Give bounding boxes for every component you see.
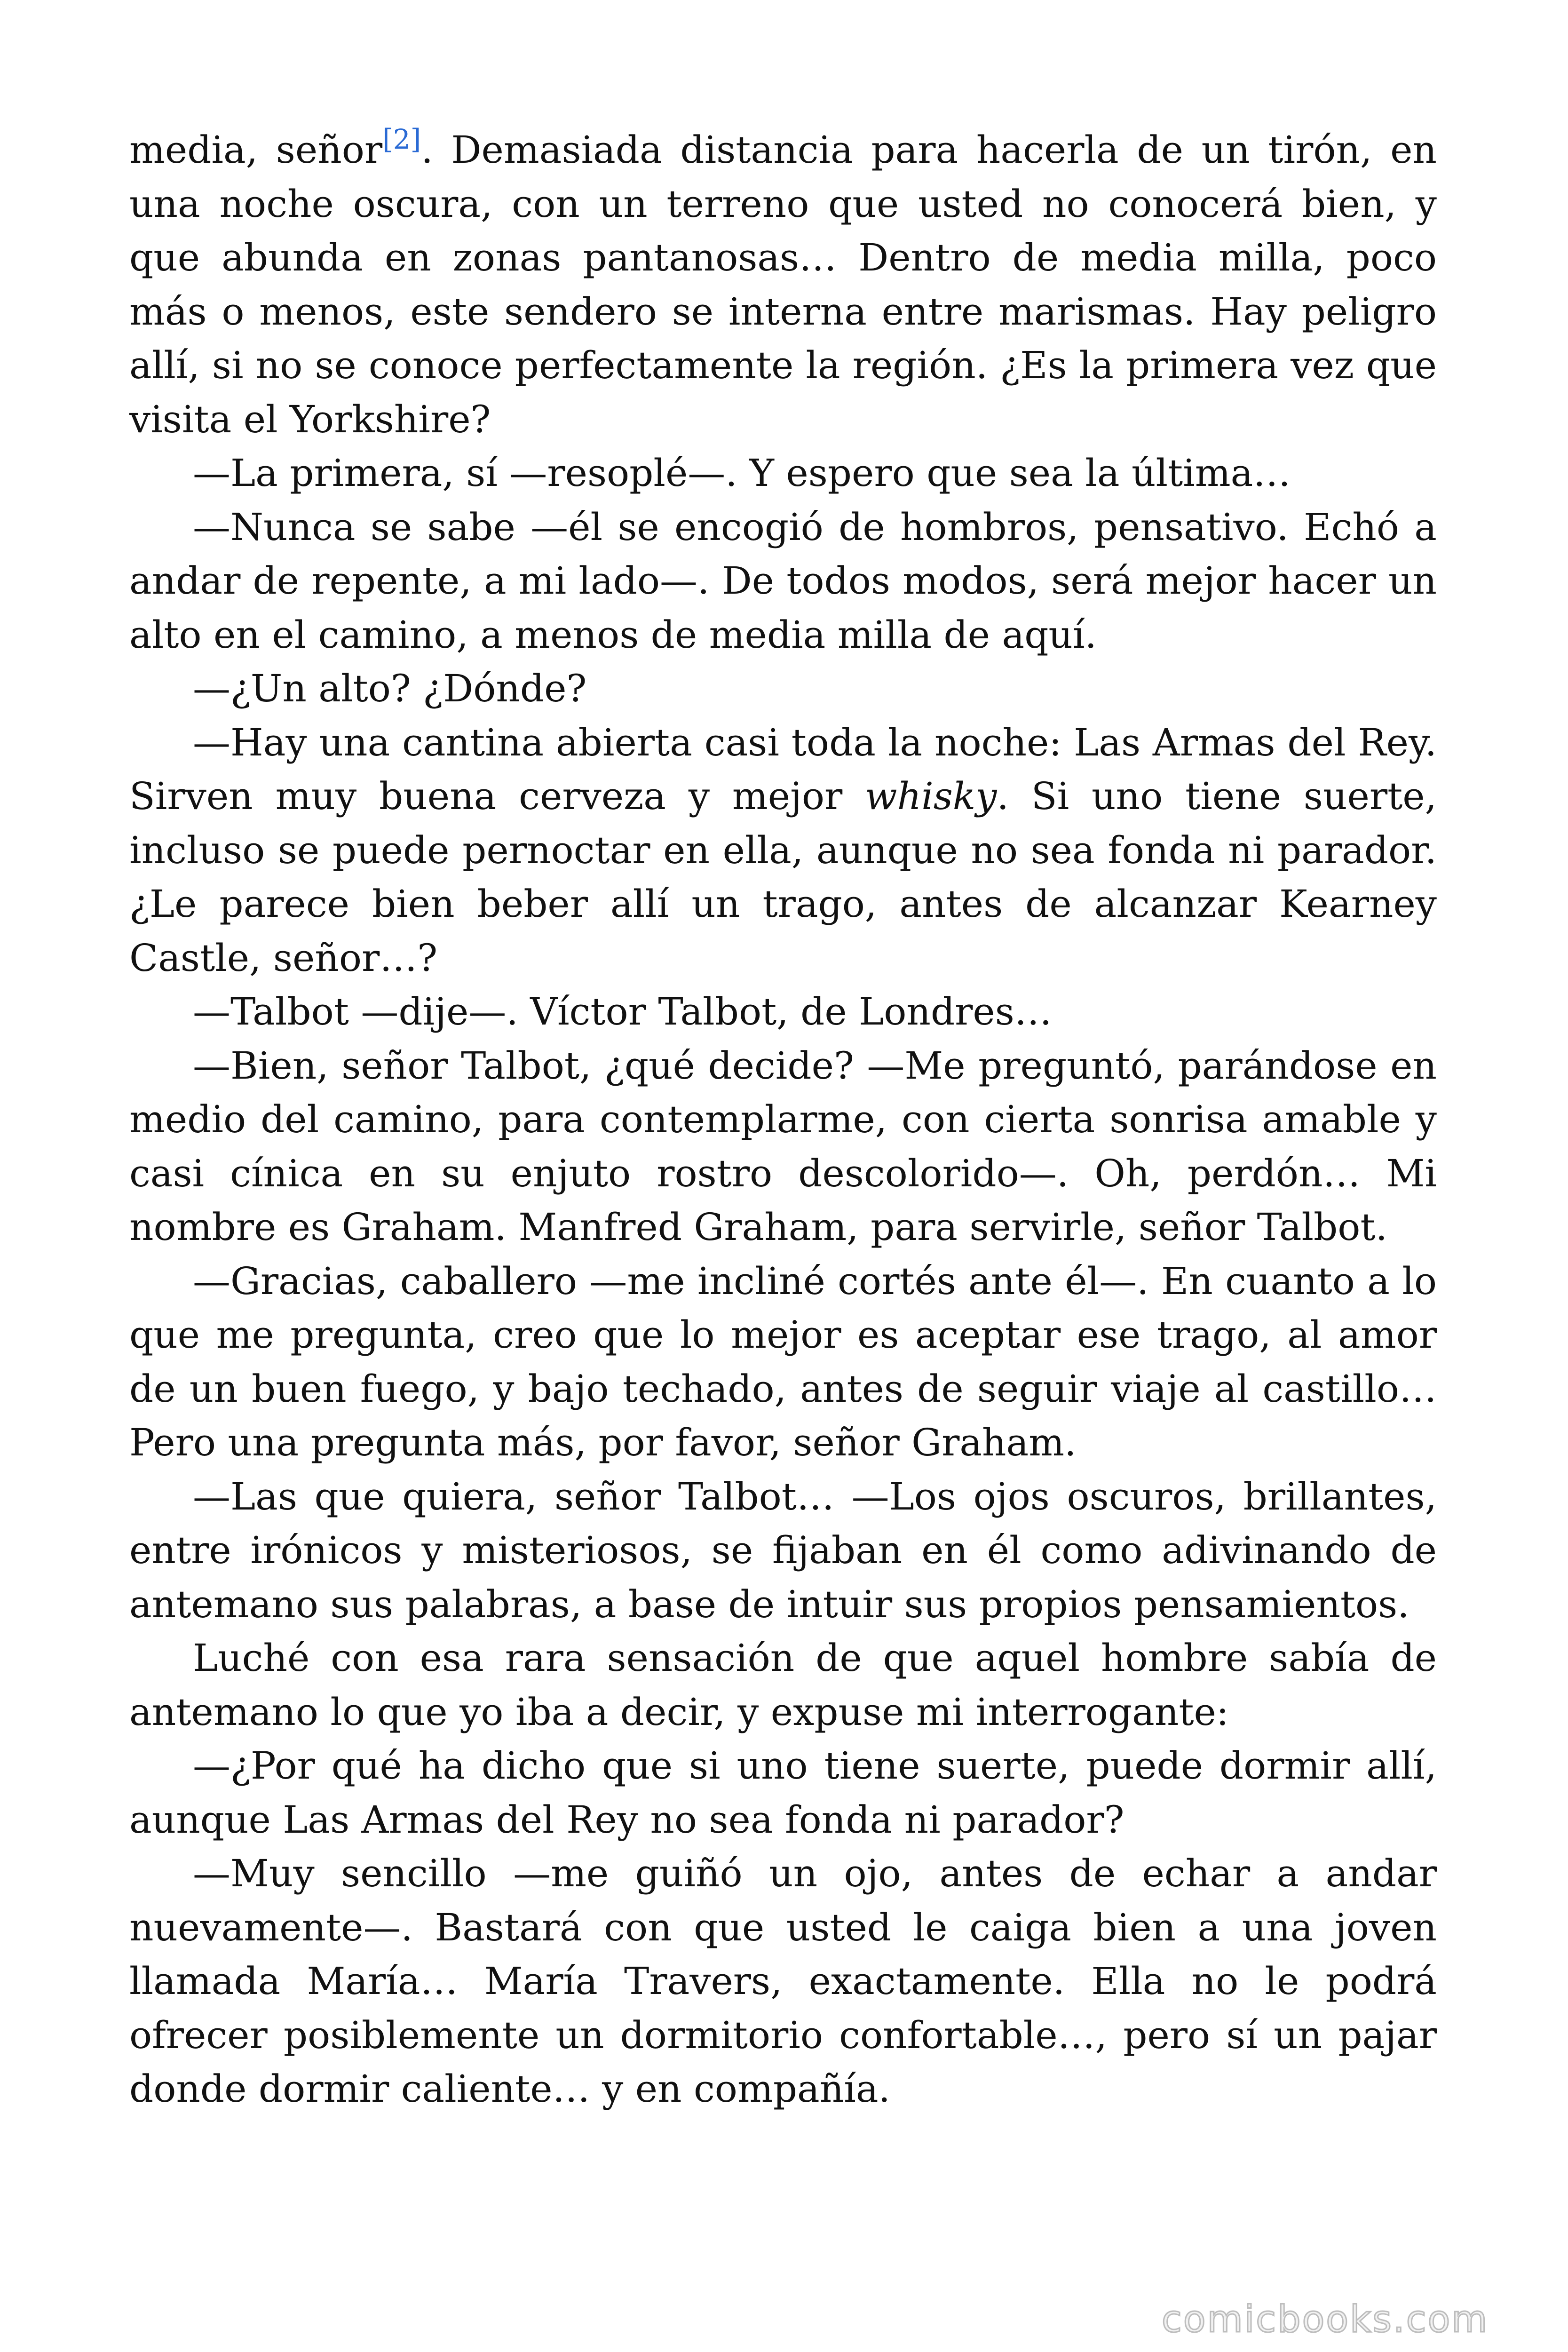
paragraph-10: Luché con esa rara sensación de que aquel hombre sabía de antemano lo que yo iba a decir, y expuse mi interrogante: [129,1636,1437,1734]
paragraph-6: —Talbot —dije—. Víctor Talbot, de Londres… [193,990,1052,1033]
page-body [129,123,1437,2116]
footnote-ref-2[interactable]: [2] [382,123,421,155]
paragraph-1-text-before: media, señor [129,128,383,172]
paragraph-5 [129,716,1437,985]
paragraph-5-text-before: —Hay una cantina abierta casi toda la noche: Las Armas del Rey. Sirven muy buena cerveza y mejor [129,720,1437,818]
italic-word: whisky [865,774,997,818]
paragraph-5-text-after: . Si uno tiene suerte, incluso se puede pernoctar en ella, aunque no sea fonda ni parador. ¿Le parece bien beber allí un trago, antes de alcanzar Kearney Castle, señor…? [129,774,1437,980]
paragraph-9: —Las que quiera, señor Talbot… —Los ojos oscuros, brillantes, entre irónicos y misteriosos, se fijaban en él como adivinando de antemano sus palabras, a base de intuir sus propios pensamientos. [129,1474,1437,1626]
paragraph-2: —La primera, sí —resoplé—. Y espero que sea la última… [193,451,1291,495]
paragraph-8: —Gracias, caballero —me incliné cortés ante él—. En cuanto a lo que me pregunta, creo que lo mejor es aceptar ese trago, al amor de un buen fuego, y bajo techado, antes de seguir viaje al castillo… Pero una pregunta más, por favor, señor Graham. [129,1259,1437,1464]
paragraph-1-text-after: . Demasiada distancia para hacerla de un tirón, en una noche oscura, con un terreno que usted no conocerá bien, y que abunda en zonas pantanosas… Dentro de media milla, poco más o menos, este sendero se interna entre marismas. Hay peligro allí, si no se conoce perfectamente la región. ¿Es la primera vez que visita el Yorkshire? [129,128,1437,441]
paragraph-11: —¿Por qué ha dicho que si uno tiene suerte, puede dormir allí, aunque Las Armas del Rey no sea fonda ni parador? [129,1744,1437,1842]
paragraph-1 [129,123,1437,446]
paragraph-4: —¿Un alto? ¿Dónde? [193,667,587,710]
paragraph-7: —Bien, señor Talbot, ¿qué decide? —Me preguntó, parándose en medio del camino, para contemplarme, con cierta sonrisa amable y casi cínica en su enjuto rostro descolorido—. Oh, perdón… Mi nombre es Graham. Manfred Graham, para servirle, señor Talbot. [129,1043,1437,1249]
watermark: comicbooks.com [1162,2298,1489,2341]
paragraph-3: —Nunca se sabe —él se encogió de hombros, pensativo. Echó a andar de repente, a mi lado—. De todos modos, será mejor hacer un alto en el camino, a menos de media milla de aquí. [129,505,1437,657]
paragraph-12: —Muy sencillo —me guiñó un ojo, antes de echar a andar nuevamente—. Bastará con que usted le caiga bien a una joven llamada María… María Travers, exactamente. Ella no le podrá ofrecer posiblemente un dormitorio confortable…, pero sí un pajar donde dormir caliente… y en compañía. [129,1851,1437,2111]
